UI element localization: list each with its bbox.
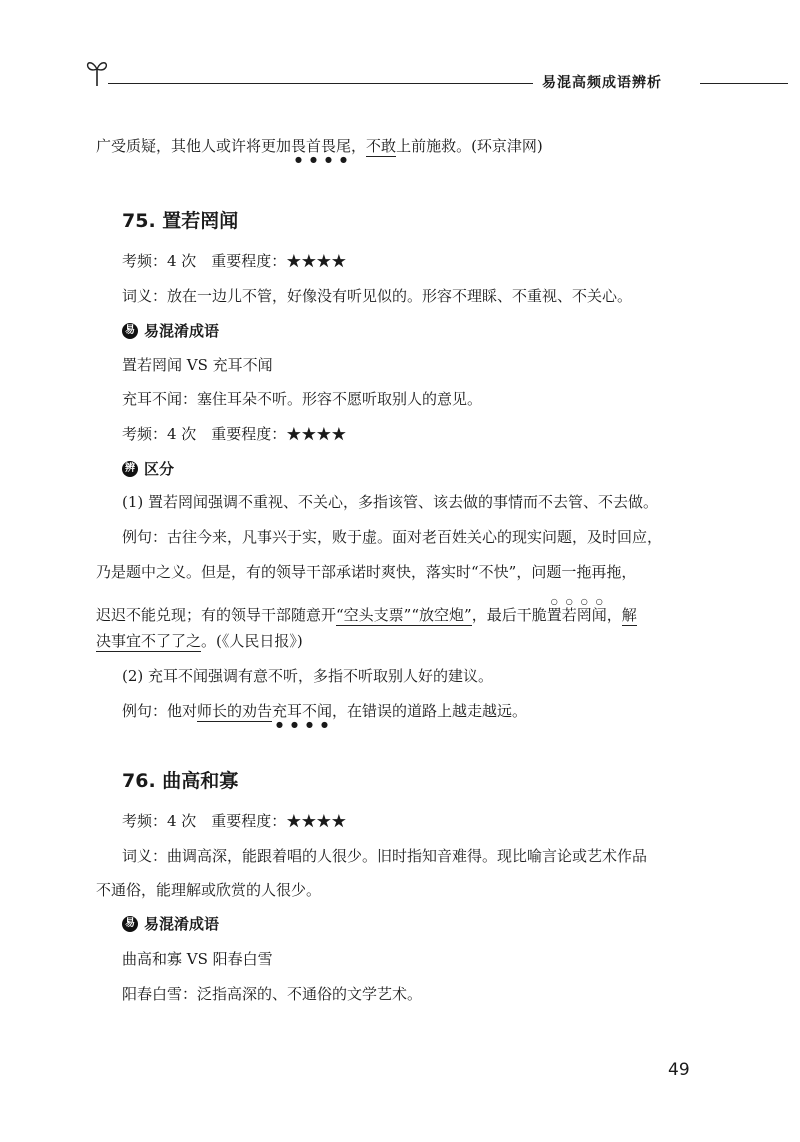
- entry-75-example-line-2: 乃是题中之义。但是，有的领导干部承诺时爽快，落实时“不快”，问题一拖再拖，: [96, 563, 637, 581]
- emphasized-idiom: 置若罔闻: [546, 606, 607, 624]
- entry-76-title: 76. 曲高和寡: [122, 770, 239, 792]
- underlined-phrase: 解: [621, 606, 637, 624]
- entry-76-meaning-line-2: 不通俗，能理解或欣赏的人很少。: [96, 881, 322, 899]
- entry-75-meaning: 词义：放在一边儿不管，好像没有听见似的。形容不理睬、不重视、不关心。: [122, 287, 633, 305]
- intro-text: 广受质疑，其他人或许将更加: [96, 137, 292, 155]
- emphasized-idiom: 畏首畏尾: [291, 137, 352, 155]
- underlined-phrase: “空头支票”: [336, 606, 412, 624]
- entry-75-example-2: [122, 701, 527, 729]
- entry-75-distinguish-heading: [122, 458, 174, 479]
- confuse-badge-icon: 易: [122, 323, 138, 339]
- sprout-icon: [84, 56, 110, 88]
- entry-76-meaning-line-1: 词义：曲调高深，能跟着唱的人很少。旧时指知音难得。现比喻言论或艺术作品: [122, 847, 648, 865]
- entry-75-point-1: (1) 置若罔闻强调不重视、不关心，多指该管、该去做的事情而不去管、不去做。: [122, 493, 659, 511]
- running-header-title: 易混高频成语辨析: [542, 75, 662, 91]
- example-text: 例句：他对: [122, 702, 198, 720]
- entry-75-example-line-1: 例句：古往今来，凡事兴于实，败于虚。面对老百姓关心的现实问题，及时回应，: [122, 528, 663, 546]
- distinguish-badge-icon: 辨: [122, 461, 138, 477]
- underlined-phrase: 不敢: [366, 137, 397, 155]
- distinguish-heading-label: 区分: [144, 460, 175, 478]
- entry-76-confuse-heading: [122, 913, 219, 934]
- entry-75-point-2: (2) 充耳不闻强调有意不听，多指不听取别人好的建议。: [122, 667, 494, 685]
- entry-75-example-line-3: [96, 597, 637, 625]
- header-rule-right: [700, 83, 788, 84]
- entry-75-frequency: 考频：4 次 重要程度：★★★★: [122, 252, 347, 270]
- emphasized-idiom: 充耳不闻: [272, 702, 333, 720]
- entry-76-frequency: 考频：4 次 重要程度：★★★★: [122, 812, 347, 830]
- intro-paragraph: [96, 136, 543, 164]
- header-rule-left: [108, 83, 533, 84]
- page-number: 49: [668, 1060, 690, 1080]
- entry-75-confuse-heading: [122, 320, 219, 341]
- entry-75-vs: 置若罔闻 VS 充耳不闻: [122, 356, 273, 374]
- confuse-heading-label: 易混淆成语: [144, 322, 220, 340]
- confuse-badge-icon: 易: [122, 916, 138, 932]
- example-comma: ，: [606, 606, 622, 624]
- example-text: ，最后干脆: [471, 606, 547, 624]
- intro-comma: ，: [351, 137, 367, 155]
- confuse-heading-label: 易混淆成语: [144, 915, 220, 933]
- entry-75-other-definition: 充耳不闻：塞住耳朵不听。形容不愿听取别人的意见。: [122, 390, 483, 408]
- example-text: 迟迟不能兑现；有的领导干部随意开: [96, 606, 337, 624]
- underlined-phrase: 师长的劝告: [197, 702, 273, 720]
- entry-75-example-line-4: [96, 631, 303, 651]
- entry-76-vs: 曲高和寡 VS 阳春白雪: [122, 950, 273, 968]
- page-header: [0, 0, 800, 100]
- entry-75-title: 75. 置若罔闻: [122, 210, 239, 232]
- underlined-phrase: “放空炮”: [411, 606, 472, 624]
- underlined-phrase: 决事宜不了了之: [96, 632, 202, 650]
- intro-text-end: 上前施救。(环京津网): [396, 137, 543, 155]
- entry-75-other-frequency: 考频：4 次 重要程度：★★★★: [122, 425, 347, 443]
- example-text: ，在错误的道路上越走越远。: [332, 702, 528, 720]
- example-source: 。(《人民日报》): [201, 632, 303, 650]
- entry-76-other-definition: 阳春白雪：泛指高深的、不通俗的文学艺术。: [122, 985, 423, 1003]
